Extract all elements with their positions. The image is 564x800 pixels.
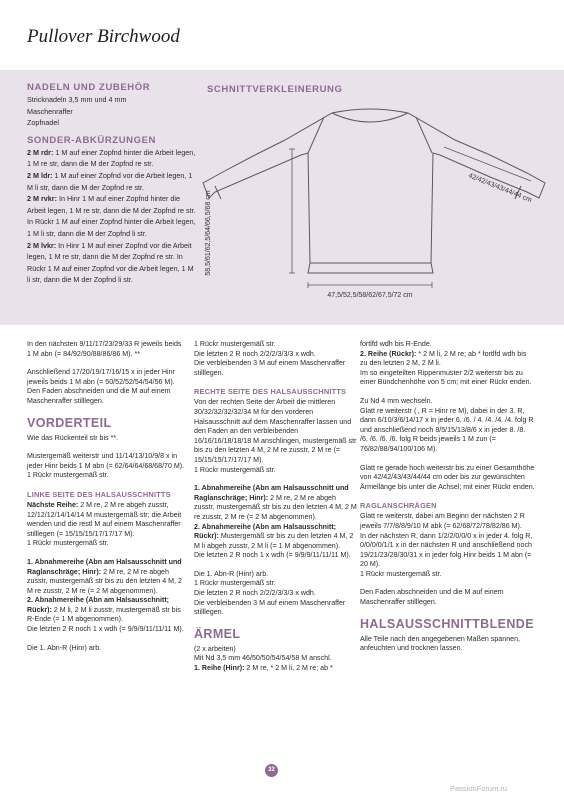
row-label: 2. Abnahmereihe (Abn am Halsausschnitt; Rückr): (27, 596, 170, 614)
paragraph: Mustergemäß weiterstr und 11/14/13/10/9/8 x in jeder Hinr beids 1 M abn (= 62/64/64/68/68/70 M). (27, 452, 185, 470)
sleeve-label: 42/42/43/43/44/44 cm (467, 172, 533, 205)
cuff-ribbing (215, 186, 221, 199)
row-label: 2. Abnahmereihe (Abn am Halsausschnitt; Rückr): (194, 522, 337, 541)
paragraph: Wie das Rückenteil str bis **. (27, 433, 119, 442)
row-label: 1. Reihe (Hinr): (194, 664, 245, 673)
sweater-outline (203, 109, 545, 276)
width-label: 47,5/52,5/58/62/67,5/72 cm (327, 292, 413, 299)
text-column-1 (27, 340, 187, 662)
row-text: 2 M li, 2 M li zusstr, mustergemäß str bis R-Ende (= 1 M abgenommen). (27, 605, 181, 624)
row-label: 2. Reihe (Rückr): (360, 349, 417, 358)
height-label: 58,5/61/62,5/64/66,5/68 cm (205, 190, 212, 276)
paragraph: Alle Teile nach den angegebenen Maßen spannen, anfeuchten und trocknen lassen. (360, 634, 520, 653)
paragraph: Den Faden abschneiden und die M auf einem Maschenraffer stilllegen. (27, 387, 171, 405)
paragraph: 1 Rückr mustergemäß str. (194, 579, 276, 588)
paragraph (194, 484, 357, 522)
row-label: 1. Abnahmereihe (Abn am Halsausschnitt und Raglanschräge; Hinr): (27, 557, 182, 576)
paragraph (194, 523, 357, 552)
paragraph: Die 1. Abn-R (Hinr) arb. (27, 643, 102, 652)
paragraph: Glatt re gerade hoch weiterstr bis zu einer Gesamthöhe von 42/42/43/43/44/44 cm oder bis zur gewünschten Ärmellänge bis unter die Achsel; mit einer Rückr enden. (360, 463, 535, 491)
paragraph (27, 596, 187, 625)
paragraph: Glatt re weiterstr ( , R = Hinr re M), dabei in der 3. R, dann 6/10/3/6/14/17 x in jeder 6. /6. / 4. /4. /4. /4. folg R und anschließend noch 8/5/15/13/8/6 x in jeder 8. /8. /6. /6. /6. /6. folg R beids jeweils 1 M zun (= 76/82/88/94/100/106 M). (360, 406, 534, 453)
paragraph: fortlfd wdh bis R-Ende. (360, 340, 432, 348)
paragraph: Glatt re weiterstr, dabei am Beginn der nächsten 2 R jeweils 7/7/8/8/9/10 M abk (= 62/68/72/78/82/86 M). (360, 512, 525, 530)
row-text: Mustergemäß str bis zu den letzten 4 M, 2 M li abgeh zusstr, 2 M li (= 1 M abgenommen). (194, 532, 354, 550)
paragraph: Den Faden abschneiden und die M auf einem Maschenraffer stilllegen. (360, 588, 504, 607)
abbrev-item (27, 240, 197, 286)
abbrev-term: 2 M lvkr: (27, 240, 57, 250)
paragraph: Die letzten 2 R noch 2/2/2/3/3/3 x wdh. (194, 589, 316, 598)
abbrev-text: 1 M auf einer Zopfnd hinter die Arbeit legen, 1 M re str, dann die M der Zopfnd re str. (27, 147, 196, 169)
abbrev-term: 2 M rdr: (27, 147, 54, 157)
paragraph (27, 558, 187, 596)
paragraph: In der nächsten R, dann 1/2/2/0/0/0 x in jeder 4. folg R, 0/0/0/0/1/1 x in der nächsten R und anschließend noch 19/21/23/28/30/31 x in jeder folg Hinr beids 1 M abn (= 20 M). (360, 531, 533, 569)
paragraph: Mit Nd 3,5 mm 46/50/50/54/54/58 M anschl. (194, 654, 332, 663)
row-label: 1. Abnahmereihe (Abn am Halsausschnitt und Raglanschräge; Hinr): (194, 484, 349, 502)
abbrev-text: In Hinr 1 M auf einer Zopfnd hinter die Arbeit legen, 1 M re str, dann die M der Zopfnd re str. In Rückr 1 M auf einer Zopfnd hinter die Arbeit legen, 1 M li str, dann die M der Zopfnd li str. (27, 194, 196, 238)
paragraph (27, 501, 187, 539)
subsection-heading: RECHTE SEITE DES HALSAUSSCHNITTS (194, 387, 347, 397)
sweater-schematic (200, 95, 560, 320)
paragraph: Die 1. Abn-R (Hinr) arb. (194, 569, 269, 578)
row-text: 2 M re, 2 M re abgeh zusstr, 12/12/12/14/14/14 M mustergemäß str; die Arbeit wenden und die restl M auf einem Maschenraffer stilllegen (= 15/15/15/17/17/17 M). (27, 500, 182, 538)
paragraph: Die verbleibenden 3 M auf einem Maschenraffer stilllegen. (194, 598, 346, 617)
paragraph: Von der rechten Seite der Arbeit die mittleren 30/32/32/32/32/34 M für den vorderen Halsausschnitt auf dem Maschenraffer lassen und den Faden an den verbleibenden 16/16/16/18/18/18 M anschlingen, mustergemäß str bis zu den letzten 4 M, 2 M re zusstr, 2 M re (= 15/15/15/17/17/17 M). (194, 398, 357, 464)
paragraph: 1 Rückr mustergemäß str. (194, 340, 276, 348)
neckline (332, 113, 408, 122)
paragraph: 1 Rückr mustergemäß str. (27, 539, 109, 548)
row-text: 2 M re, 2 M re abgeh zusstr, mustergemäß str bis zu den letzten 4 M, 2 M re zusstr, 2 M re (= 2 M abgenommen). (194, 493, 357, 521)
abbrev-text: 1 M auf einer Zopfnd vor die Arbeit legen, 1 M li str, dann die M der Zopfnd re str. (27, 170, 193, 192)
paragraph: Die verbleibenden 3 M auf einem Maschenraffer stilllegen. (194, 359, 346, 377)
abbrev-item (27, 193, 197, 239)
materials-line: Maschenraffer (27, 106, 73, 116)
paragraph: (2 x arbeiten) (194, 644, 236, 653)
watermark: PassionForum.ru (450, 784, 508, 793)
paragraph: 1 Rückr mustergemäß str. (360, 569, 442, 578)
abbrev-text: In Hinr 1 M auf einer Zopfnd vor die Arbeit legen, 1 M re str, dann die M der Zopfnd re str. In Rückr 1 M auf einer Zopfnd vor die Arbeit legen, 1 M li str, dann die M der Zopfnd li str. (27, 240, 194, 285)
paragraph: 1 Rückr mustergemäß str. (27, 471, 109, 480)
materials-line: Stricknadeln 3,5 mm und 4 mm (27, 95, 127, 104)
row-text: * 2 M li, 2 M re; ab * fortlfd wdh bis zu den letzten 2 M, 2 M li. (360, 349, 527, 368)
paragraph: In den nächsten 9/11/17/23/29/33 R jeweils beids 1 M abn (= 84/92/90/88/86/86 M). ** (27, 340, 182, 358)
materials-section (27, 82, 197, 286)
subsection-heading: LINKE SEITE DES HALSAUSSCHNITTS (27, 489, 171, 499)
paragraph: Im so eingeteilten Rippenmuster 2/2 weiterstr bis zu einer Bündchenhöhe von 5 cm; mit einer Rückr enden. (360, 368, 532, 387)
paragraph: Die letzten 2 R noch 1 x wdh (= 9/9/9/11/11/11 M). (27, 625, 184, 634)
subsection-heading: RAGLANSCHRÄGEN (360, 501, 437, 511)
schematic-heading: SCHNITTVERKLEINERUNG (207, 84, 343, 95)
row-label: Nächste Reihe: (27, 500, 79, 509)
paragraph (360, 350, 535, 369)
paragraph: Die letzten 2 R noch 2/2/2/3/3/3 x wdh. (194, 349, 316, 358)
section-heading-aermel: ÄRMEL (194, 626, 241, 641)
materials-line: Zopfnadel (27, 118, 59, 128)
section-heading-vorderteil: VORDERTEIL (27, 415, 112, 430)
page-title: Pullover Birchwood (27, 26, 180, 47)
abbrev-item (27, 170, 197, 193)
paragraph: Anschließend 17/20/19/17/16/15 x in jeder Hinr jeweils beids 1 M abn (= 50/52/52/54/54/56 M). (27, 368, 175, 386)
row-text: 2 M re, * 2 M li, 2 M re; ab * (244, 664, 333, 673)
abbrev-heading: SONDER-ABKÜRZUNGEN (27, 134, 157, 146)
abbrev-item (27, 147, 197, 170)
text-column-3 (360, 340, 535, 663)
abbrev-term: 2 M ldr: (27, 170, 53, 180)
abbrev-term: 2 M rvkr: (27, 194, 57, 204)
row-text: 2 M re, 2 M re abgeh zusstr, mustergemäß str bis zu den letzten 4 M, 2 M re zusstr, 2 M re (= 2 M abgenommen). (27, 567, 182, 595)
paragraph: Die letzten 2 R noch 1 x wdh (= 9/9/9/11/11/11 M). (194, 551, 351, 560)
paragraph: Zu Nd 4 mm wechseln. (360, 396, 433, 405)
paragraph: 1 Rückr mustergemäß str. (194, 465, 276, 474)
paragraph (194, 664, 357, 674)
section-heading-halsausschnittblende: HALSAUSSCHNITTBLENDE (360, 616, 534, 631)
materials-heading: NADELN UND ZUBEHÖR (27, 82, 151, 93)
text-column-2 (194, 340, 357, 674)
page-number: 32 (265, 764, 278, 777)
